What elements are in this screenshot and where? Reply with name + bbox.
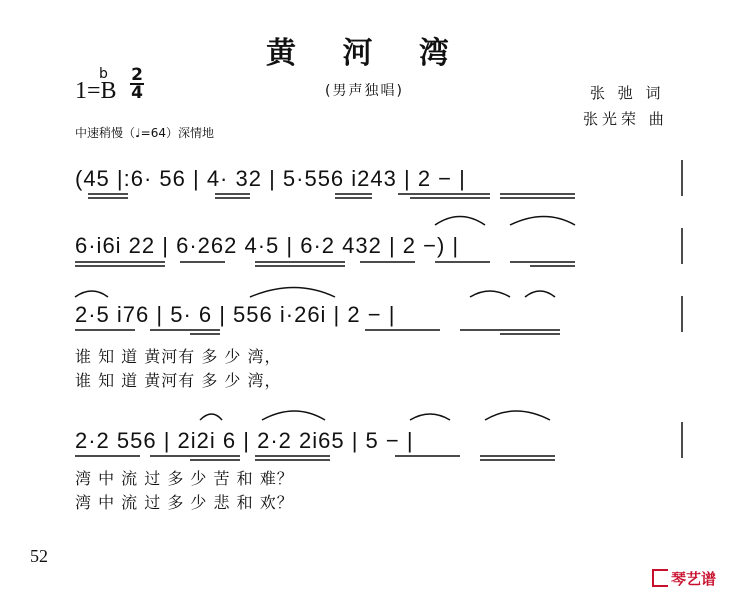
lyrics-line-3-verse-1: 谁 知 道 黄河有 多 少 湾， [75, 347, 282, 366]
composer: 张光荣 曲 [583, 110, 668, 128]
slur-arc [200, 414, 222, 420]
flat-sign: b [99, 66, 108, 82]
lyrics-line-4-verse-2: 湾 中 流 过 多 少 悲 和 欢？ [75, 493, 294, 512]
watermark-text: 琴艺谱 [671, 570, 717, 588]
slur-arc [525, 291, 555, 297]
staff-line-1: (45 |:6· 56 | 4· 32 | 5·556 i243 | 2 − | [75, 166, 466, 191]
page-number: 52 [30, 546, 48, 566]
staff-line-4: 2·2 556 | 2i2i 6 | 2·2 2i65 | 5 − | [75, 428, 414, 453]
lyrics-line-4-verse-1: 湾 中 流 过 多 少 苦 和 难？ [75, 469, 294, 488]
watermark [652, 568, 716, 589]
slur-arc [75, 291, 108, 297]
staff-line-3: 2·5 i76 | 5· 6 | 556 i·26i | 2 − | [75, 302, 396, 327]
lyrics-line-3-verse-2: 谁 知 道 黄河有 多 少 湾， [75, 371, 282, 390]
song-title: 黄 河 湾 [266, 36, 467, 71]
slur-arc [510, 217, 575, 226]
time-sig-top: 2 [131, 65, 143, 85]
slur-arc [470, 291, 510, 297]
slur-arc [250, 288, 335, 298]
tempo-marking: 中速稍慢（♩=64）深情地 [75, 126, 214, 140]
slur-arc [262, 411, 325, 420]
qinyipu-logo-icon [652, 569, 668, 587]
staff-line-2: 6·i6i 22 | 6·262 4·5 | 6·2 432 | 2 −) | [75, 233, 460, 258]
key-signature: 1=B [75, 78, 117, 104]
slur-arc [410, 414, 450, 420]
slur-arc [485, 411, 550, 420]
time-sig-bottom: 4 [131, 83, 143, 103]
slur-arc [435, 217, 485, 226]
lyricist: 张 弛 词 [590, 84, 665, 102]
subtitle: (男声独唱) [325, 83, 404, 99]
